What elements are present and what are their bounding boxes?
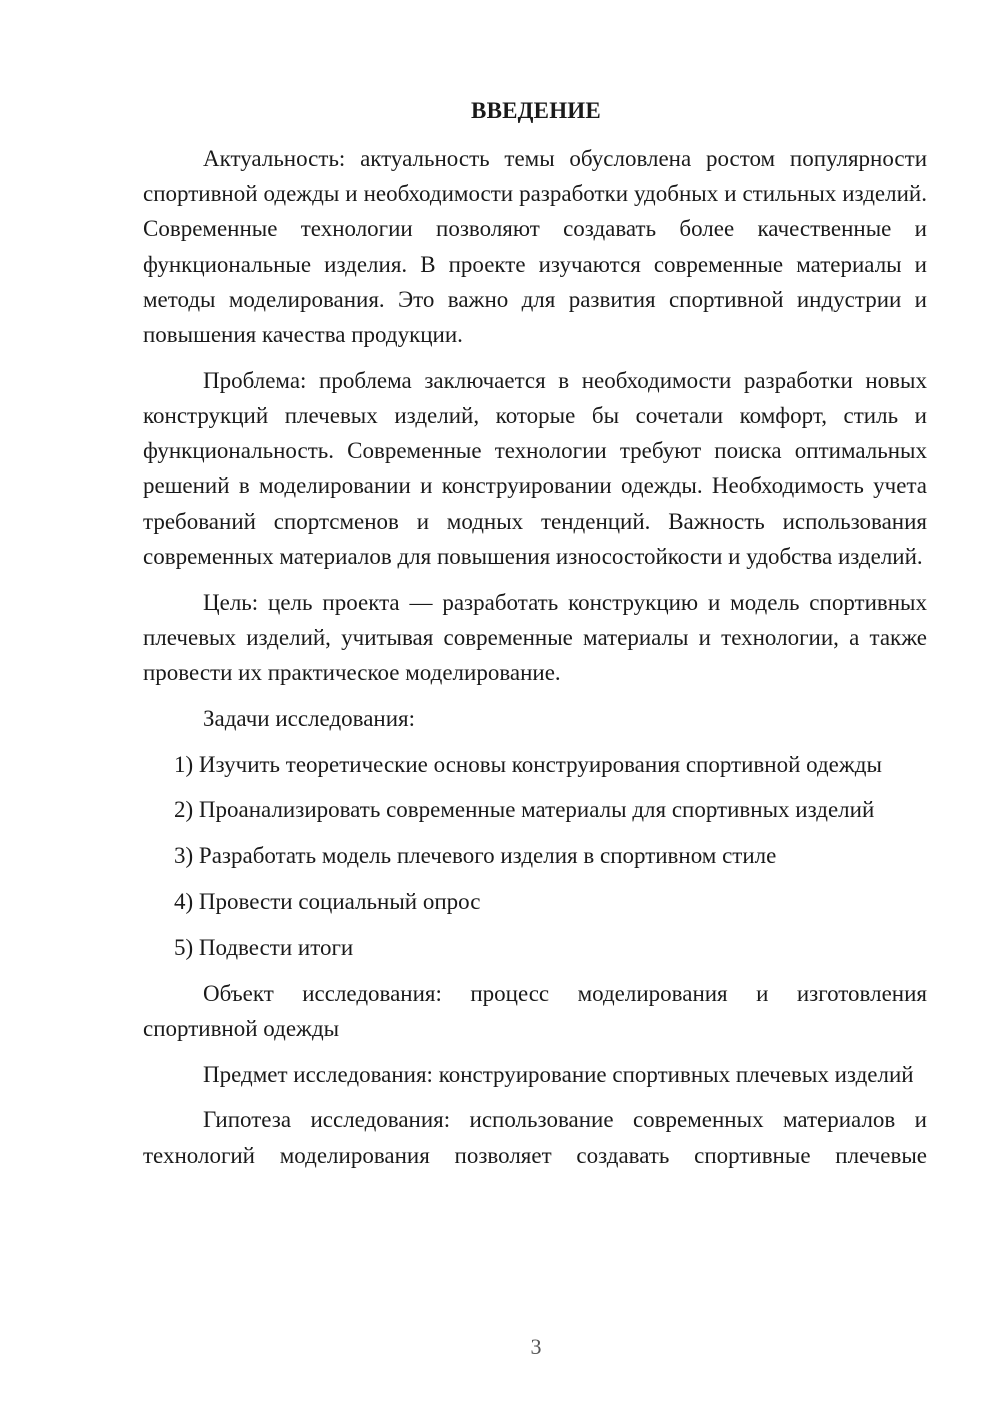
task-item-4: 4) Провести социальный опрос bbox=[174, 889, 481, 915]
task-item-2: 2) Проанализировать современные материалы для спортивных изделий bbox=[174, 797, 875, 823]
task-item-5: 5) Подвести итоги bbox=[174, 934, 354, 960]
paragraph-problem: Проблема: проблема заключается в необходимости разработки новых конструкций плечевых изделий, которые бы сочетали комфорт, стиль и функциональность. Современные технологии требуют поиска оптимальных решений в моделировании и конструировании одежды. Необходимость учета требований спортсменов и модных тенденций. Важность использования современных материалов для повышения износостойкости и удобства изделий. bbox=[143, 367, 927, 569]
page-title: ВВЕДЕНИЕ bbox=[471, 98, 601, 123]
paragraph-tasks-heading: Задачи исследования: bbox=[203, 705, 416, 731]
paragraph-subject: Предмет исследования: конструирование спортивных плечевых изделий bbox=[203, 1061, 914, 1087]
paragraph-relevance: Актуальность: актуальность темы обусловлена ростом популярности спортивной одежды и необходимости разработки удобных и стильных изделий. Современные технологии позволяют создавать более качественные и функциональные изделия. В проекте изучаются современные материалы и методы моделирования. Это важно для развития спортивной индустрии и повышения качества продукции. bbox=[143, 146, 927, 348]
page-number: 3 bbox=[530, 1334, 542, 1359]
task-item-3: 3) Разработать модель плечевого изделия в спортивном стиле bbox=[174, 843, 777, 869]
paragraph-object: Объект исследования: процесс моделирования и изготовления спортивной одежды bbox=[143, 980, 927, 1041]
body-text bbox=[143, 141, 927, 1173]
paragraph-hypothesis: Гипотеза исследования: использование современных материалов и технологий моделирования позволяет создавать спортивные плечевые bbox=[143, 1107, 927, 1168]
paragraph-goal: Цель: цель проекта — разработать конструкцию и модель спортивных плечевых изделий, учитывая современные материалы и технологии, а также провести их практическое моделирование. bbox=[143, 589, 927, 686]
task-item-1: 1) Изучить теоретические основы конструирования спортивной одежды bbox=[174, 751, 882, 777]
